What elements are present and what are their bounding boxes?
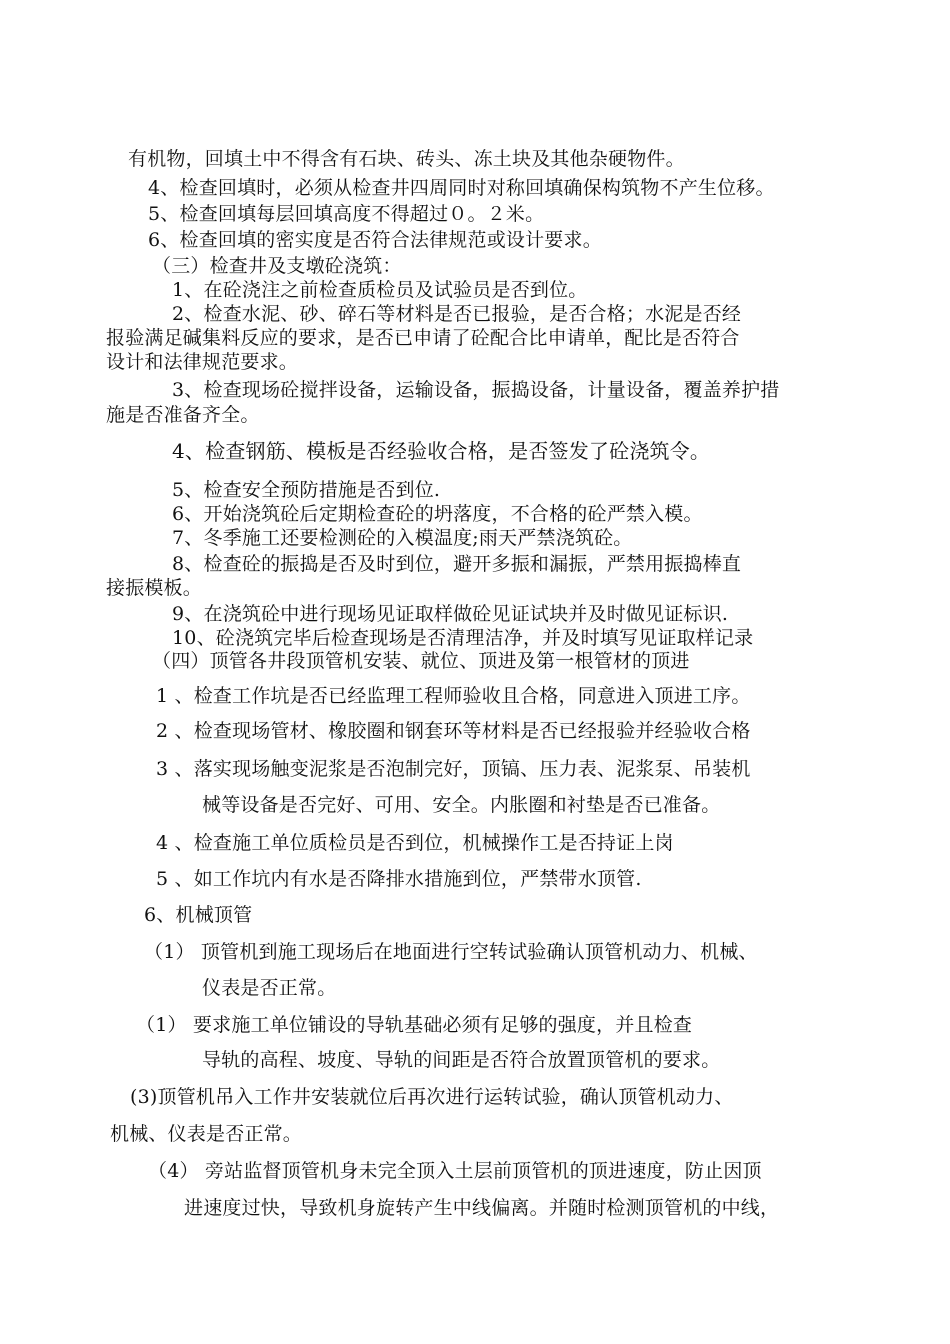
text-line: (3)顶管机吊入工作井安装就位后再次进行运转试验，确认顶管机动力、 bbox=[130, 1086, 734, 1108]
section-heading: （三）检查井及支墩砼浇筑： bbox=[152, 255, 402, 277]
text-line: 5 、如工作坑内有水是否降排水措施到位，严禁带水顶管. bbox=[156, 868, 642, 890]
text-line: 报验满足碱集料反应的要求，是否已申请了砼配合比申请单，配比是否符合 bbox=[106, 327, 740, 349]
text-line: 接振模板。 bbox=[106, 577, 203, 599]
text-line: （1） 顶管机到施工现场后在地面进行空转试验确认顶管机动力、机械、 bbox=[144, 941, 758, 963]
text-line: 3 、落实现场触变泥浆是否泡制完好，顶镐、压力表、泥浆泵、吊装机 bbox=[156, 758, 751, 780]
text-line: 3、检查现场砼搅拌设备，运输设备，振捣设备，计量设备，覆盖养护措 bbox=[172, 379, 780, 401]
text-line: 5、检查安全预防措施是否到位. bbox=[172, 479, 441, 501]
text-line: 4、检查回填时，必须从检查井四周同时对称回填确保构筑物不产生位移。 bbox=[148, 177, 775, 199]
text-line: 设计和法律规范要求。 bbox=[106, 351, 299, 373]
section-heading: （四）顶管各井段顶管机安装、就位、顶进及第一根管材的顶进 bbox=[152, 650, 690, 672]
text-line: 施是否准备齐全。 bbox=[106, 404, 260, 426]
text-line: 2、检查水泥、砂、碎石等材料是否已报验，是否合格；水泥是否经 bbox=[172, 303, 742, 325]
text-line: 7、冬季施工还要检测砼的入模温度;雨天严禁浇筑砼。 bbox=[172, 527, 633, 549]
text-line: 4 、检查施工单位质检员是否到位，机械操作工是否持证上岗 bbox=[156, 832, 674, 854]
text-line: 1 、检查工作坑是否已经监理工程师验收且合格，同意进入顶进工序。 bbox=[156, 685, 751, 707]
text-line: 机械、仪表是否正常。 bbox=[110, 1123, 303, 1145]
text-line: 8、检查砼的振捣是否及时到位，避开多振和漏振，严禁用振捣棒直 bbox=[172, 553, 742, 575]
subsection-heading: 6、机械顶管 bbox=[144, 904, 253, 926]
text-line: 械等设备是否完好、可用、安全。内胀圈和衬垫是否已准备。 bbox=[202, 794, 721, 816]
text-line: 6、检查回填的密实度是否符合法律规范或设计要求。 bbox=[148, 229, 602, 251]
text-line: 6、开始浇筑砼后定期检查砼的坍落度，不合格的砼严禁入模。 bbox=[172, 503, 703, 525]
text-line: 10、砼浇筑完毕后检查现场是否清理洁净，并及时填写见证取样记录 bbox=[172, 627, 754, 649]
text-line: 5、检查回填每层回填高度不得超过０。２米。 bbox=[148, 203, 545, 225]
text-line: 有机物，回填土中不得含有石块、砖头、冻土块及其他杂硬物件。 bbox=[128, 148, 685, 170]
text-line: 2 、检查现场管材、橡胶圈和钢套环等材料是否已经报验并经验收合格 bbox=[156, 720, 751, 742]
text-line: 1、在砼浇注之前检查质检员及试验员是否到位。 bbox=[172, 279, 588, 301]
text-line: （1） 要求施工单位铺设的导轨基础必须有足够的强度，并且检查 bbox=[136, 1014, 693, 1036]
text-line: 9、在浇筑砼中进行现场见证取样做砼见证试块并及时做见证标识. bbox=[172, 603, 729, 625]
text-line: 4、检查钢筋、模板是否经验收合格，是否签发了砼浇筑令。 bbox=[172, 439, 711, 463]
text-line: 仪表是否正常。 bbox=[202, 977, 337, 999]
text-line: （4） 旁站监督顶管机身未完全顶入土层前顶管机的顶进速度，防止因顶 bbox=[148, 1160, 762, 1182]
text-line: 导轨的高程、坡度、导轨的间距是否符合放置顶管机的要求。 bbox=[202, 1049, 721, 1071]
text-line: 进速度过快，导致机身旋转产生中线偏离。并随时检测顶管机的中线， bbox=[184, 1197, 780, 1219]
